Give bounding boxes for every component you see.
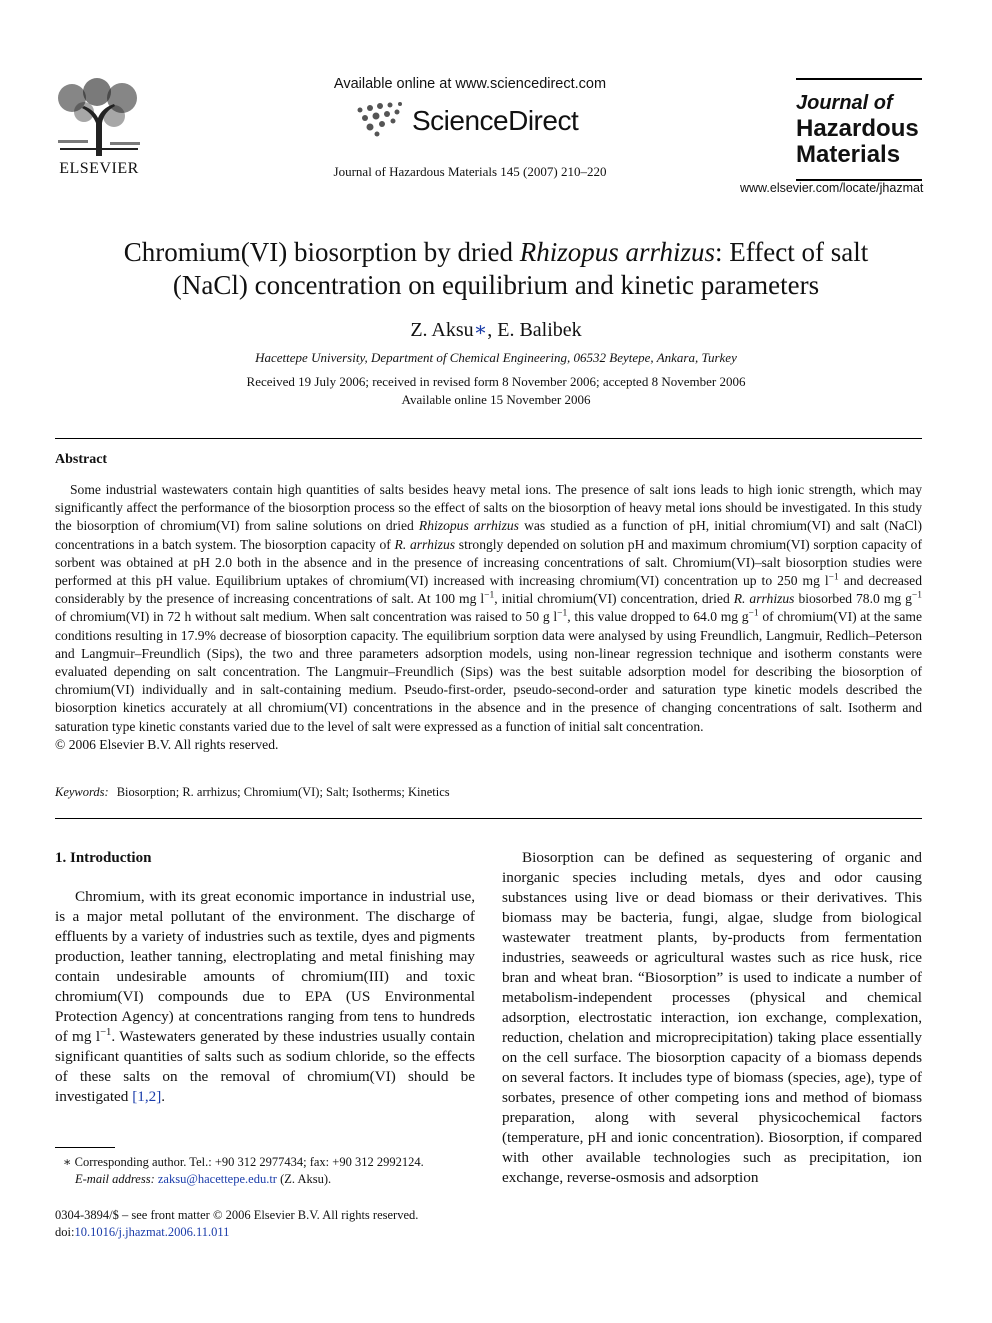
front-matter bbox=[55, 1207, 485, 1241]
abstract-body bbox=[55, 481, 922, 754]
author-1: Z. Aksu bbox=[410, 319, 474, 341]
corresponding-author-note: ∗ Corresponding author. Tel.: +90 312 2977434; fax: +90 312 2992124. bbox=[63, 1155, 424, 1169]
email-suffix: (Z. Aksu). bbox=[276, 1172, 332, 1186]
author-2: , E. Balibek bbox=[487, 319, 582, 341]
doi-line bbox=[55, 1224, 485, 1241]
keywords-list: Biosorption; R. arrhizus; Chromium(VI); Salt; Isotherms; Kinetics bbox=[116, 785, 450, 799]
email-label: E-mail address: bbox=[75, 1172, 158, 1186]
publisher-name: ELSEVIER bbox=[59, 160, 139, 177]
journal-citation: Journal of Hazardous Materials 145 (2007) 210–220 bbox=[333, 164, 607, 179]
front-matter-text: 0304-3894/$ – see front matter © 2006 Elsevier B.V. All rights reserved. bbox=[55, 1208, 419, 1222]
available-online-date: Available online 15 November 2006 bbox=[401, 392, 591, 407]
title-part2: : Effect of salt bbox=[715, 237, 869, 267]
intro-paragraph-1: Chromium, with its great economic importance in industrial use, is a major metal pollutant of the environment. The discharge of effluents by a variety of industries such as textile, dyes and pigments production, leather tanning, electroplating and metal finishing may contain undesirable amounts of chromium(III) and toxic chromium(VI) compounds due to EPA (US Environmental Protection Agency) at concentrations ranging from tens to hundreds of mg $l^{-1}$. Wastewaters generated by these industries usually contain significant quantities of salts such as sodium chloride, so the effects of these salts on the removal of chromium(VI) should be investigated [1,2]. bbox=[55, 888, 476, 1105]
available-online-text: Available online at www.sciencedirect.com bbox=[333, 76, 607, 92]
doi-label: doi: bbox=[55, 1225, 75, 1239]
title-species: Rhizopus arrhizus bbox=[519, 237, 716, 267]
email-link[interactable]: zaksu@hacettepe.edu.tr bbox=[157, 1172, 277, 1186]
journal-name-line1: Journal of bbox=[796, 92, 893, 114]
received-dates: Received 19 July 2006; received in revised form 8 November 2006; accepted 8 November 2006 bbox=[246, 374, 746, 389]
footnote bbox=[55, 1154, 485, 1188]
article-dates bbox=[150, 373, 842, 409]
journal-url[interactable]: www.elsevier.com/locate/jhazmat bbox=[740, 181, 924, 195]
intro-paragraph-2: Biosorption can be defined as sequestering of organic and inorganic species including metals, dyes and odor causing substances using live or dead biomass or their derivatives. This biomass may be bacteria, fungi, algae, sludge from biological wastewater treatment plants, by-products from fermentation industries, seaweeds or agricultural wastes such as rice husk, rice bran and wheat bran. “Biosorption” is used to indicate a number of metabolism-independent processes (physical and chemical adsorption, electrostatic interaction, ion exchange, complexation, reduction, chelation and microprecipitation) taking place essentially on the cell surface. The biosorption capacity of a biomass depends on several factors. It includes type of biomass (species, age), type of sorbates, presence of other competing ions and method of biomass preparation, along with several physicochemical factors (temperature, pH and ionic concentration). Biosorption, if compared with other available technologies such as precipitation, ion exchange, reverse-osmosis and adsorption bbox=[502, 849, 922, 1186]
journal-name-line3: Materials bbox=[796, 141, 901, 168]
citation-link[interactable]: [1,2] bbox=[132, 1088, 162, 1105]
sciencedirect-logo-text: ScienceDirect bbox=[412, 105, 579, 136]
title-line2: (NaCl) concentration on equilibrium and kinetic parameters bbox=[172, 270, 820, 300]
right-column bbox=[502, 848, 922, 1188]
section-heading: 1. Introduction bbox=[55, 850, 152, 866]
authors bbox=[200, 317, 792, 342]
affiliation: Hacettepe University, Department of Chemical Engineering, 06532 Beytepe, Ankara, Turkey bbox=[255, 350, 737, 365]
left-column bbox=[55, 848, 475, 1107]
footnote-rule bbox=[55, 1147, 115, 1148]
doi-link[interactable]: 10.1016/j.jhazmat.2006.11.011 bbox=[74, 1225, 230, 1239]
corresponding-author-mark[interactable]: ∗ bbox=[473, 319, 488, 341]
divider bbox=[55, 438, 922, 439]
article-title bbox=[60, 236, 932, 302]
keywords bbox=[55, 785, 922, 800]
abstract-copyright: © 2006 Elsevier B.V. All rights reserved. bbox=[55, 736, 279, 752]
email-line bbox=[55, 1171, 485, 1188]
abstract-heading: Abstract bbox=[55, 452, 108, 467]
abstract-paragraph: Some industrial wastewaters contain high quantities of salts besides heavy metal ions. The presence of salt ions leads to high ionic strength, which may significantly affect the performance of the biosorption process so the effect of salts on the biosorption of heavy metal ions should be investigated. In this study the biosorption of chromium(VI) from saline solutions on dried Rhizopus arrhizus was studied as a function of pH, initial chromium(VI) and salt (NaCl) concentrations in a batch system. The biosorption capacity of R. arrhizus strongly depended on solution pH and maximum chromium(VI) sorption capacity of sorbent was obtained at pH 2.0 both in the absence and in the presence of increasing concentrations of salt. Chromium(VI)–salt biosorption studies were performed at this pH value. Equilibrium uptakes of chromium(VI) increased with increasing chromium(VI) concentration up to 250 mg $l^{-1}$ and decreased considerably by the presence of increasing concentrations of salt. At 100 mg $l^{-1}$, initial chromium(VI) concentration, dried R. arrhizus biosorbed 78.0 mg $g^{-1}$ of chromium(VI) in 72 h without salt medium. When salt concentration was raised to 50 g $l^{-1}$, this value dropped to 64.0 mg $g^{-1}$ of chromium(VI) at the same conditions resulting in 17.9% decrease of biosorption capacity. The equilibrium sorption data were analysed by using Freundlich, Langmuir, Redlich–Peterson and Langmuir–Freundlich (Sips), the two and three parameters adsorption models, using non-linear regression technique and isotherm constants were evaluated depending on salt concentration. The Langmuir–Freundlich (Sips) was the best suitable adsorption model for describing the biosorption of chromium(VI) individually and in salt-containing medium. Pseudo-first-order, pseudo-second-order and saturation type kinetic models described the biosorption kinetics accurately at all chromium(VI) concentrations in the absence and in the presence of changing concentrations of salt. Isotherm and saturation type kinetic constants varied due to the level of salt were expressed as a function of initial salt concentration. bbox=[55, 482, 923, 734]
divider bbox=[55, 818, 922, 819]
title-part1: Chromium(VI) biosorption by dried bbox=[123, 237, 520, 267]
keywords-label: Keywords: bbox=[55, 785, 109, 799]
journal-name-line2: Hazardous bbox=[796, 115, 919, 142]
